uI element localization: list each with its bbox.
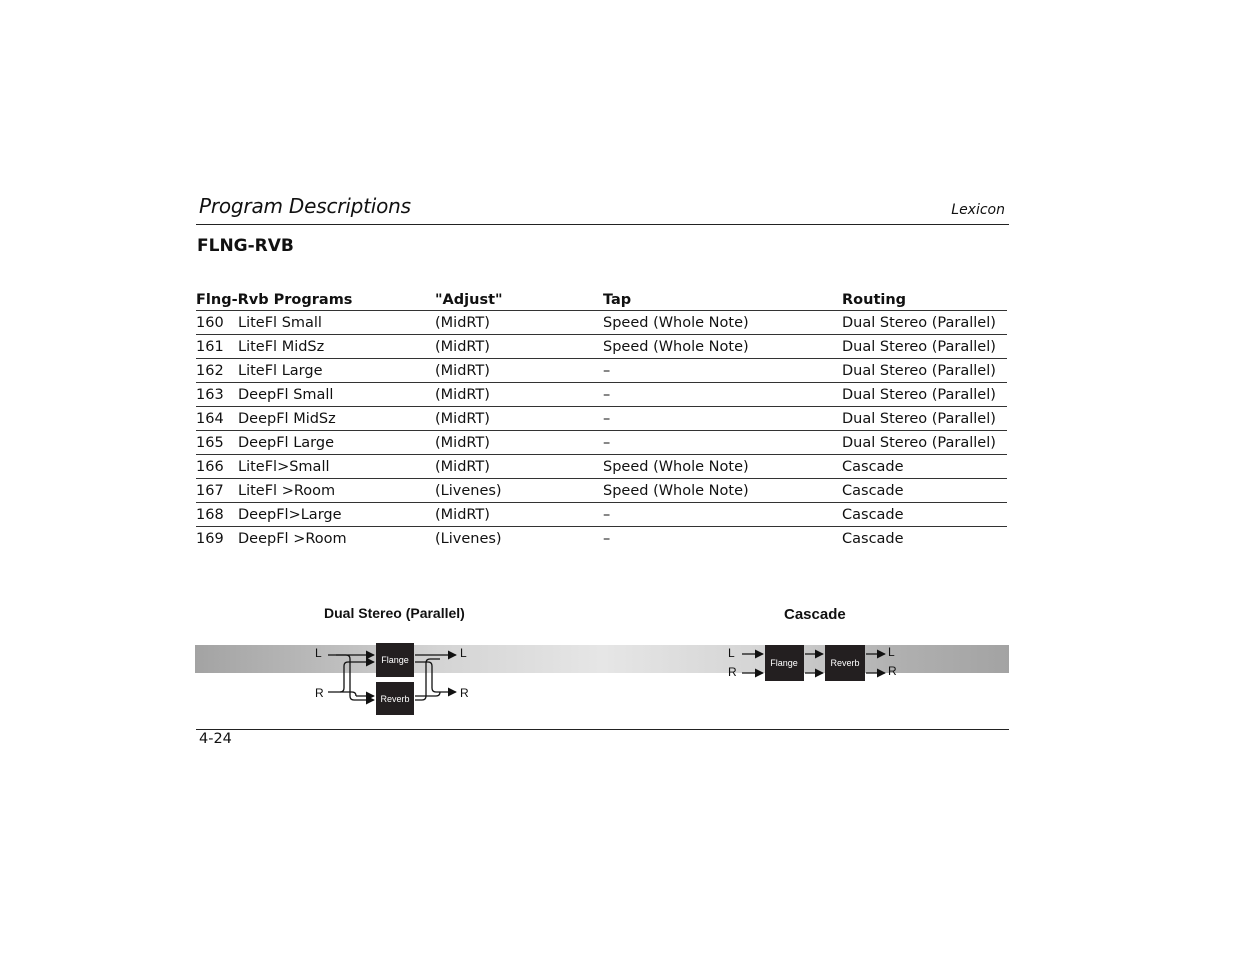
routing-cell: Dual Stereo (Parallel) bbox=[842, 359, 1007, 383]
program-number: 161 bbox=[196, 338, 224, 355]
page-number: 4-24 bbox=[199, 731, 232, 747]
program-name: LiteFl MidSz bbox=[238, 338, 325, 355]
program-name: DeepFl >Room bbox=[238, 530, 347, 547]
cascade-output-l-label: L bbox=[888, 645, 895, 659]
tap-cell: Speed (Whole Note) bbox=[603, 479, 842, 503]
cascade-diagram-title: Cascade bbox=[784, 606, 846, 623]
cascade-input-l-label: L bbox=[728, 646, 735, 660]
program-number: 167 bbox=[196, 482, 224, 499]
section-title: FLNG-RVB bbox=[197, 236, 294, 256]
column-header-programs: Flng-Rvb Programs bbox=[196, 286, 435, 311]
parallel-diagram-title: Dual Stereo (Parallel) bbox=[324, 605, 465, 621]
tap-cell: – bbox=[603, 530, 611, 547]
routing-cell: Dual Stereo (Parallel) bbox=[842, 407, 1007, 431]
program-number: 160 bbox=[196, 314, 224, 331]
cascade-reverb-label: Reverb bbox=[830, 658, 860, 668]
program-name: DeepFl>Large bbox=[238, 506, 342, 523]
adjust-cell: (MidRT) bbox=[435, 311, 603, 335]
tap-cell: – bbox=[603, 431, 842, 455]
routing-cell: Cascade bbox=[842, 530, 904, 547]
parallel-output-r-label: R bbox=[460, 686, 469, 700]
cascade-diagram bbox=[728, 645, 897, 681]
program-name: LiteFl Small bbox=[238, 314, 322, 331]
tap-cell: Speed (Whole Note) bbox=[603, 311, 842, 335]
program-name: DeepFl Large bbox=[238, 434, 334, 451]
routing-cell: Dual Stereo (Parallel) bbox=[842, 383, 1007, 407]
cascade-input-r-label: R bbox=[728, 665, 737, 679]
adjust-cell: (Livenes) bbox=[435, 530, 502, 547]
tap-cell: – bbox=[603, 359, 842, 383]
column-header-routing: Routing bbox=[842, 286, 1007, 311]
brand-name: Lexicon bbox=[951, 202, 1005, 218]
parallel-output-l-label: L bbox=[460, 646, 467, 660]
program-number: 164 bbox=[196, 410, 224, 427]
program-name: DeepFl Small bbox=[238, 386, 334, 403]
routing-cell: Dual Stereo (Parallel) bbox=[842, 311, 1007, 335]
program-number: 169 bbox=[196, 530, 224, 547]
parallel-input-r-label: R bbox=[315, 686, 324, 700]
program-number: 168 bbox=[196, 506, 224, 523]
program-number: 163 bbox=[196, 386, 224, 403]
adjust-cell: (MidRT) bbox=[435, 503, 603, 527]
tap-cell: Speed (Whole Note) bbox=[603, 455, 842, 479]
adjust-cell: (Livenes) bbox=[435, 479, 603, 503]
cascade-output-r-label: R bbox=[888, 664, 897, 678]
adjust-cell: (MidRT) bbox=[435, 407, 603, 431]
adjust-cell: (MidRT) bbox=[435, 431, 603, 455]
routing-cell: Cascade bbox=[842, 479, 1007, 503]
program-name: LiteFl >Room bbox=[238, 482, 336, 499]
parallel-input-l-label: L bbox=[315, 646, 322, 660]
adjust-cell: (MidRT) bbox=[435, 455, 603, 479]
routing-cell: Cascade bbox=[842, 503, 1007, 527]
program-name: LiteFl Large bbox=[238, 362, 323, 379]
column-header-adjust: "Adjust" bbox=[435, 286, 603, 311]
cascade-flange-label: Flange bbox=[770, 658, 798, 668]
routing-cell: Cascade bbox=[842, 455, 1007, 479]
adjust-cell: (MidRT) bbox=[435, 383, 603, 407]
tap-cell: Speed (Whole Note) bbox=[603, 335, 842, 359]
program-number: 165 bbox=[196, 434, 224, 451]
footer-divider bbox=[196, 729, 1009, 730]
page-title: Program Descriptions bbox=[199, 194, 411, 218]
column-header-tap: Tap bbox=[603, 286, 842, 311]
program-name: DeepFl MidSz bbox=[238, 410, 336, 427]
parallel-diagram bbox=[315, 643, 469, 715]
tap-cell: – bbox=[603, 407, 842, 431]
routing-cell: Dual Stereo (Parallel) bbox=[842, 335, 1007, 359]
program-name: LiteFl>Small bbox=[238, 458, 330, 475]
tap-cell: – bbox=[603, 383, 842, 407]
adjust-cell: (MidRT) bbox=[435, 359, 603, 383]
program-number: 166 bbox=[196, 458, 224, 475]
adjust-cell: (MidRT) bbox=[435, 335, 603, 359]
parallel-flange-label: Flange bbox=[381, 655, 409, 665]
routing-cell: Dual Stereo (Parallel) bbox=[842, 431, 1007, 455]
tap-cell: – bbox=[603, 503, 842, 527]
program-number: 162 bbox=[196, 362, 224, 379]
parallel-reverb-label: Reverb bbox=[380, 694, 410, 704]
